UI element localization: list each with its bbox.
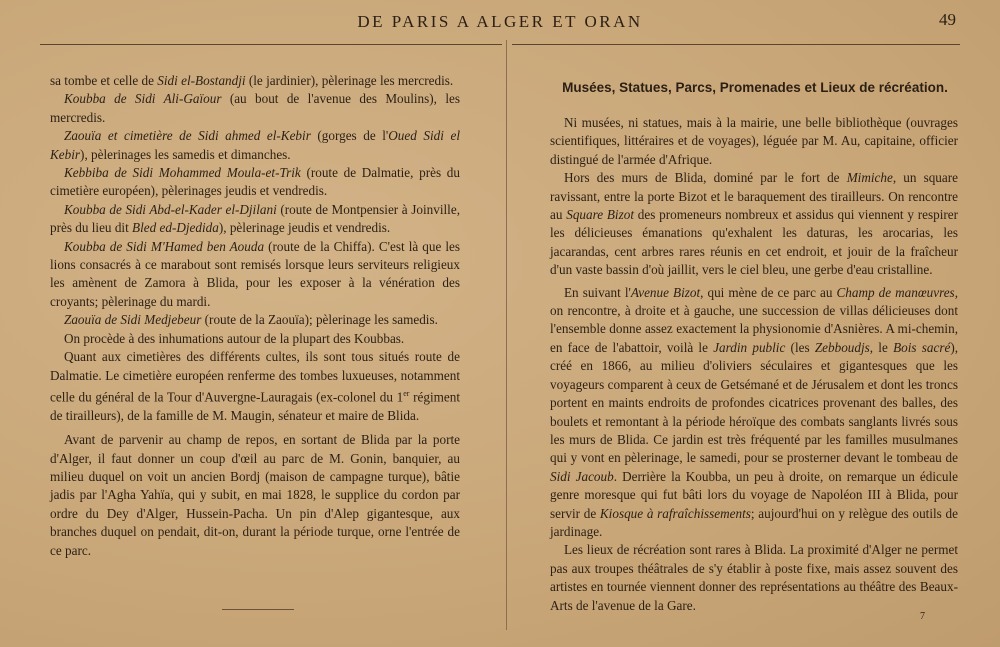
paragraph: Kebbiba de Sidi Mohammed Moula-et-Trik (route de Dalmatie, près du cimetière européen), pèlerinages jeudis et vendredis. [50,165,460,199]
paragraph: Koubba de Sidi Abd-el-Kader el-Djilani (route de Montpensier à Joinville, près du lieu dit Bled ed-Djedida), pèlerinage jeudis et vendredis. [50,201,460,236]
paragraph: Koubba de Sidi M'Hamed ben Aouda (route de la Chiffa). C'est là que les lions consacrés à ce marabout sont remisés lorsque leurs serviteurs religieux les amènent de Zamora à Blida, pour les exposer à la vénération des croyants; pèlerinage du mardi. [50,238,460,309]
running-header [0,10,1000,34]
paragraph: Koubba de Sidi Ali-Gaïour (au bout de l'avenue des Moulins), les mercredis. [50,91,460,125]
paragraph: sa tombe et celle de Sidi el-Bostandji (le jardinier), pèlerinage les mercredis. [50,73,454,88]
header-rule-left [40,44,502,45]
paragraph: Les lieux de récréation sont rares à Blida. La proximité d'Alger ne permet pas aux troupes théâtrales de s'y établir à poste fixe, mais assez souvent des artistes en tournée viennent donner des représentations au théâtre des Beaux-Arts de l'avenue de la Gare. [550,542,958,613]
paragraph: Zaouïa et cimetière de Sidi ahmed el-Kebir (gorges de l'Oued Sidi el Kebir), pèlerinages les samedis et dimanches. [50,128,460,162]
paragraph: On procède à des inhumations autour de la plupart des Koubbas. [64,330,405,346]
header-title: DE PARIS A ALGER ET ORAN [357,12,643,31]
column-divider [506,40,507,630]
paragraph: En suivant l'Avenue Bizot, qui mène de ce parc au Champ de manœuvres, on rencontre, à droite et à gauche, une succession de villas délicieuses dont l'ensemble donne assez exactement la physionomie d'Asnières. A mi-chemin, en face de l'abattoir, voilà le Jardin public (les Zebboudjs, le Bois sacré), créé en 1866, au milieu d'oliviers séculaires et gigantesques que les voyageurs comparent à ceux de Getsémané et de Jérusalem et dont les troncs portent en maints endroits de profondes cicatrices provenant des balles, des boulets et remontant à la période héroïque des combats sanglants livrés sous les murs de Blida. Ce jardin est très fréquenté par les familles musulmanes qui y vont en pèlerinage, le samedi, pour se prosterner devant le tombeau de Sidi Jacoub. Derrière la Koubba, un peu à droite, on remarque un édicule genre moresque qui fut bâti lors du voyage de Napoléon III à Blida, pour servir de Kiosque à rafraîchissements; aujourd'hui on y relègue des outils de jardinage. [550,284,959,539]
paragraph: Avant de parvenir au champ de repos, en sortant de Blida par la porte d'Alger, il faut donner un coup d'œil au parc de M. Gonin, banquier, au milieu duquel on voit un ancien Bordj (maison de campagne turque), bâtie jadis par l'Agha Yahïa, qui y subit, en mai 1828, le supplice du cordon par ordre du Dey d'Alger, Hussein-Pacha. Un pin d'Alep gigantesque, aux branches duquel on pendait, dit-on, durant la période turque, orne l'entrée de ce parc. [50,432,460,558]
right-column [550,114,958,615]
paragraph: Hors des murs de Blida, dominé par le fort de Mimiche, un square ravissant, entre la porte Bizot et le baraquement des tirailleurs. On rencontre au Square Bizot des promeneurs nombreux et assidus qui viennent y respirer les délicieuses émanations qu'exhalent les daturas, les arocarias, les jacarandas, cent arbres rares réunis en cet endroit, et jouir de la fraîcheur d'un vaste bassin d'où jaillit, vers le ciel bleu, une gerbe d'eau cristalline. [550,170,959,278]
page-number: 49 [939,10,956,29]
paragraph: Ni musées, ni statues, mais à la mairie, une belle bibliothèque (ouvrages scientifiques, littéraires et de voyages), léguée par M. Au, capitaine, officier distingué de l'armée d'Afrique. [550,115,958,167]
paragraph: Quant aux cimetières des différents cultes, ils sont tous situés route de Dalmatie. Le cimetière européen renferme des tombes luxueuses, notamment celle du général de la Tour d'Auvergne-Lauragais (ex-colonel du 1er régiment de tirailleurs), de la famille de M. Maugin, sénateur et maire de Blida. [50,349,460,423]
signature-mark: 7 [920,611,925,622]
section-title: Musées, Statues, Parcs, Promenades et Lieux de récréation. [562,80,948,95]
end-rule [222,609,294,610]
left-column [50,72,460,560]
header-rule-right [512,44,960,45]
paragraph: Zaouïa de Sidi Medjebeur (route de la Zaouïa); pèlerinage les samedis. [64,312,438,328]
